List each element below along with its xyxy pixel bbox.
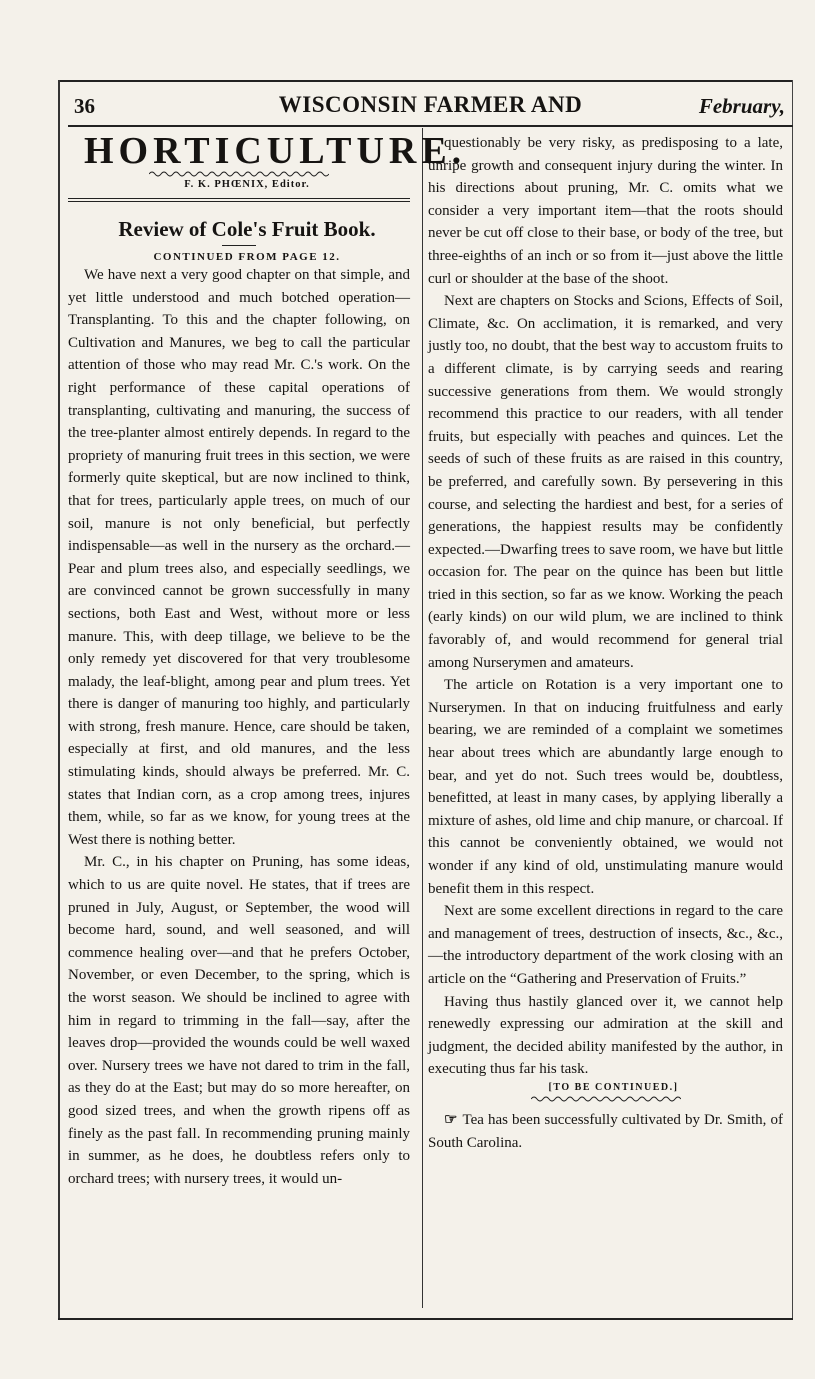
running-header — [72, 92, 789, 122]
page-border-top — [58, 80, 793, 82]
header-rule — [68, 125, 793, 127]
article-paragraph: Next are chapters on Stocks and Scions, Effects of Soil, Climate, &c. On acclimation, it is remarked, and very justly too, no doubt, that the best way to accustom fruits to a different climate, is by carrying seeds and rearing successive generations from them. We would strongly recommend this practice to our readers, with all tender fruits, but especially with peaches and quinces. Let the seeds of such of these fruits as are raised in this country, be preferred, and carefully sown. By persevering in this course, and selecting the hardiest and best, for a series of generations, the happiest results may be confidently expected.—Dwarfing trees to save room, we have but little occasion for. The pear on the quince has been but little tried in this section, so far as we know. Working the peach (early kinds) on our wild plum, we are inclined to think favorably of, and would recommend for general trial among Nurserymen and amateurs. — [428, 293, 783, 671]
editor-credit: F. K. PHŒNIX, Editor. — [184, 179, 310, 190]
continued-from-note: CONTINUED FROM PAGE 12. — [153, 251, 341, 263]
article-paragraph: questionably be very risky, as predisposing to a late, unripe growth and consequent injury during the winter. In his directions about pruning, Mr. C. omits what we consider a very important item—that the roots should never be cut off close to their base, or body of the tree, but three-eighths of an inch or so from it—just above the little curl or shoulder at the base of the shoot. — [428, 135, 783, 287]
article-paragraph: Mr. C., in his chapter on Pruning, has some ideas, which to us are quite novel. He states, that if trees are pruned in July, August, or September, the wood will become hard, sound, and well seasoned, and will commence healing over—and that he prefers October, November, or even December, to the spring, which is the worst season. We should be inclined to agree with him in regard to trimming in the fall—say, after the leaves drop—provided the wounds could be well waxed over. Nursery trees we have not dared to trim in the fall, as they do at the East; but may do so more hereafter, on good sized trees, and when the growth ripens off as finely as the past fall. In recommending pruning mainly in summer, as he does, he doubtless refers only to orchard trees; with nursery trees, it would un- — [68, 854, 410, 1187]
article-paragraph: The article on Rotation is a very important one to Nurserymen. In that on inducing fruitfulness and early bearing, we are reminded of a complaint we sometimes hear about trees which are abundantly large enough to bear, and yet do not. Such trees would be, doubtless, benefitted, at least in many cases, by applying liberally a mixture of ashes, old lime and chip manure, or charcoal. If this cannot be conveniently obtained, we would not wonder if any kind of old, unstimulating manure would benefit them in this respect. — [428, 677, 783, 897]
news-note-text: Tea has been successfully cultivated by Dr. Smith, of South Carolina. — [428, 1111, 783, 1151]
article-title: Review of Cole's Fruit Book. — [118, 217, 376, 241]
article-paragraph: We have next a very good chapter on that simple, and yet little understood and much botched operation—Transplanting. To this and the chapter following, on Cultivation and Manures, we beg to call the particular attention of those who may read Mr. C.'s work. On the right performance of these capital operations of transplanting, cultivating and manuring, the success of the tree-planter almost entirely depends. In regard to the propriety of manuring fruit trees in this section, we were formerly quite skeptical, but are now inclined to think, that for trees, particularly apple trees, on much of our soil, manure is not only beneficial, but perfectly indispensable—as well in the nursery as the orchard.—Pear and plum trees also, and especially seedlings, we are convinced cannot be grown successfully in many sections, both East and West, without more or less manure. This, with deep tillage, we believe to be the only remedy yet discovered for that very troublesome malady, the leaf-blight, among pear and plum trees. Yet there is danger of manuring too highly, and particularly with strong, fresh manure. Hence, care should be taken, especially at first, and old manures, and the less stimulating kinds, should always be preferred. Mr. C. states that Indian corn, as a crop among trees, injures them, while, so far as we know, for young trees at the West there is nothing better. — [68, 267, 410, 848]
right-column — [428, 132, 783, 1154]
page-border-left — [58, 80, 60, 1320]
page-border-right — [792, 80, 793, 1320]
wavy-rule-ornament — [531, 1095, 681, 1103]
department-title: HORTICULTURE. — [84, 130, 467, 172]
issue-month: February, — [698, 94, 785, 118]
pointing-hand-icon: ☞ — [444, 1111, 458, 1128]
article-paragraph: Having thus hastily glanced over it, we cannot help renewedly expressing our admiration at the skill and judgment, the decided ability manifested by the author, in executing thus far his task. — [428, 993, 783, 1078]
page-border-bottom — [58, 1318, 793, 1320]
article-paragraph: Next are some excellent directions in regard to the care and management of trees, destruction of insects, &c., &c.,—the introductory department of the work closing with an article on the “Gathering and Preservation of Fruits.” — [428, 903, 783, 987]
masthead: WISCONSIN FARMER AND — [278, 92, 583, 117]
to-be-continued-note: [TO BE CONTINUED.] — [548, 1081, 679, 1093]
title-short-rule — [222, 245, 256, 246]
section-double-rule — [68, 198, 410, 202]
column-divider — [422, 128, 423, 1308]
left-column — [68, 130, 467, 1190]
newspaper-page — [58, 80, 793, 1320]
news-note — [428, 1109, 783, 1154]
page-number: 36 — [74, 94, 95, 118]
